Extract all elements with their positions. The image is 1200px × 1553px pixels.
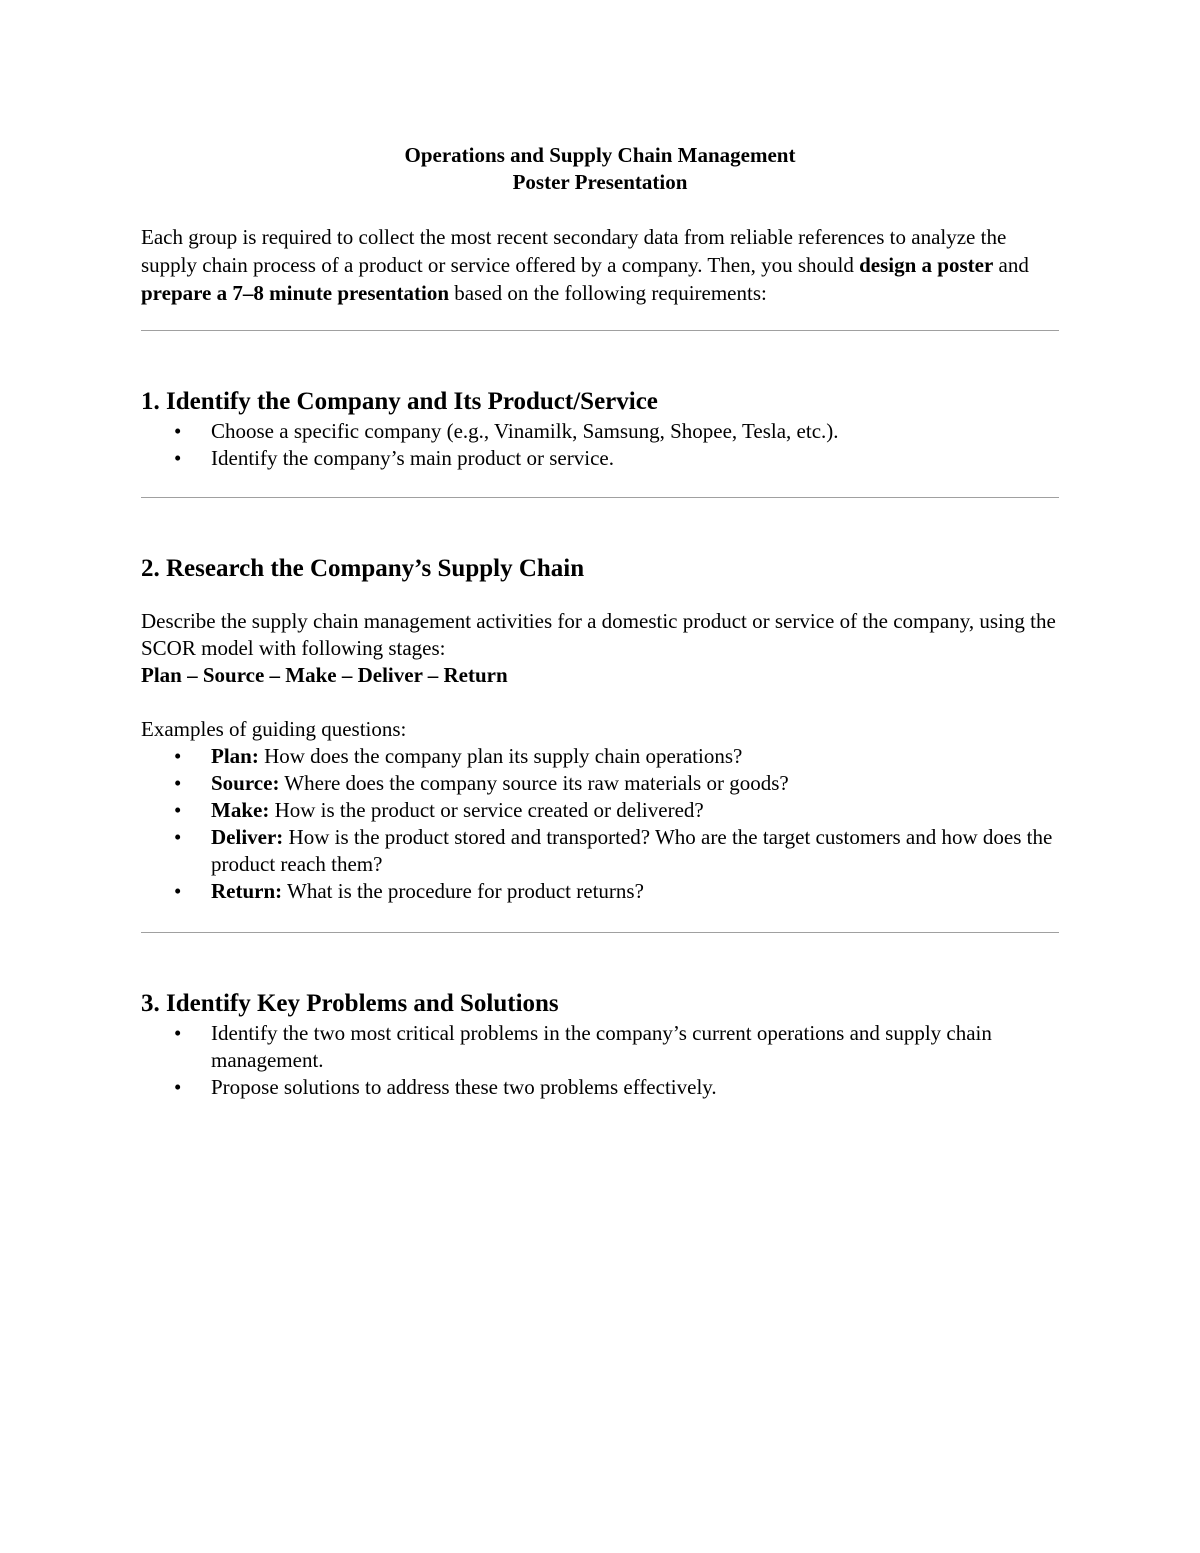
list-item-text: Identify the company’s main product or service. [211, 446, 614, 470]
bullet-icon: • [174, 446, 182, 470]
divider-3 [141, 932, 1059, 933]
divider-2 [141, 497, 1059, 498]
intro-paragraph [141, 223, 1059, 307]
guiding-questions-list [141, 743, 1059, 905]
bullet-icon: • [174, 744, 182, 768]
section-1-list [141, 418, 1059, 472]
list-item-text: Propose solutions to address these two problems effectively. [211, 1075, 717, 1099]
list-item [141, 878, 1059, 905]
section-2-title: 2. Research the Company’s Supply Chain [141, 555, 585, 582]
question-label: Make: [211, 798, 270, 822]
list-item [141, 1074, 1059, 1101]
list-item [141, 797, 1059, 824]
intro-bold-1: design a poster [859, 253, 994, 277]
section-3-list [141, 1020, 1059, 1101]
list-item [141, 824, 1059, 878]
question-text: How is the product or service created or delivered? [269, 798, 704, 822]
scor-stages: Plan – Source – Make – Deliver – Return [141, 663, 508, 687]
intro-text-1: Each group is required to collect the most recent secondary data from reliable references to analyze the supply chain process of a product or service offered by a company. Then, you should [141, 225, 1007, 277]
bullet-icon: • [174, 798, 182, 822]
bullet-icon: • [174, 419, 182, 443]
question-label: Source: [211, 771, 280, 795]
section-1-title: 1. Identify the Company and Its Product/Service [141, 388, 658, 415]
list-item [141, 445, 1059, 472]
question-label: Plan: [211, 744, 259, 768]
question-text: How is the product stored and transported? Who are the target customers and how does the product reach them? [211, 825, 1053, 876]
list-item-text: Choose a specific company (e.g., Vinamilk, Samsung, Shopee, Tesla, etc.). [211, 419, 839, 443]
question-text: Where does the company source its raw materials or goods? [279, 771, 789, 795]
list-item [141, 1020, 1059, 1074]
bullet-icon: • [174, 1021, 182, 1045]
section-3-title: 3. Identify Key Problems and Solutions [141, 990, 559, 1017]
bullet-icon: • [174, 879, 182, 903]
title-block [141, 142, 1059, 196]
question-label: Deliver: [211, 825, 284, 849]
list-item [141, 770, 1059, 797]
bullet-icon: • [174, 771, 182, 795]
intro-text-2: and [993, 253, 1029, 277]
bullet-icon: • [174, 1075, 182, 1099]
bullet-icon: • [174, 825, 182, 849]
section-2-description: Describe the supply chain management activities for a domestic product or service of the company, using the SCOR model with following stages: [141, 609, 1056, 660]
list-item [141, 743, 1059, 770]
list-item [141, 418, 1059, 445]
question-text: What is the procedure for product returns? [282, 879, 644, 903]
examples-label: Examples of guiding questions: [141, 717, 407, 741]
intro-bold-2: prepare a 7–8 minute presentation [141, 281, 449, 305]
question-text: How does the company plan its supply chain operations? [258, 744, 743, 768]
document-page [141, 142, 1059, 1101]
question-label: Return: [211, 879, 283, 903]
intro-text-3: based on the following requirements: [449, 281, 767, 305]
divider-1 [141, 330, 1059, 331]
document-title: Operations and Supply Chain Management [404, 143, 796, 167]
list-item-text: Identify the two most critical problems in the company’s current operations and supply chain management. [211, 1021, 992, 1072]
document-subtitle: Poster Presentation [512, 170, 688, 194]
